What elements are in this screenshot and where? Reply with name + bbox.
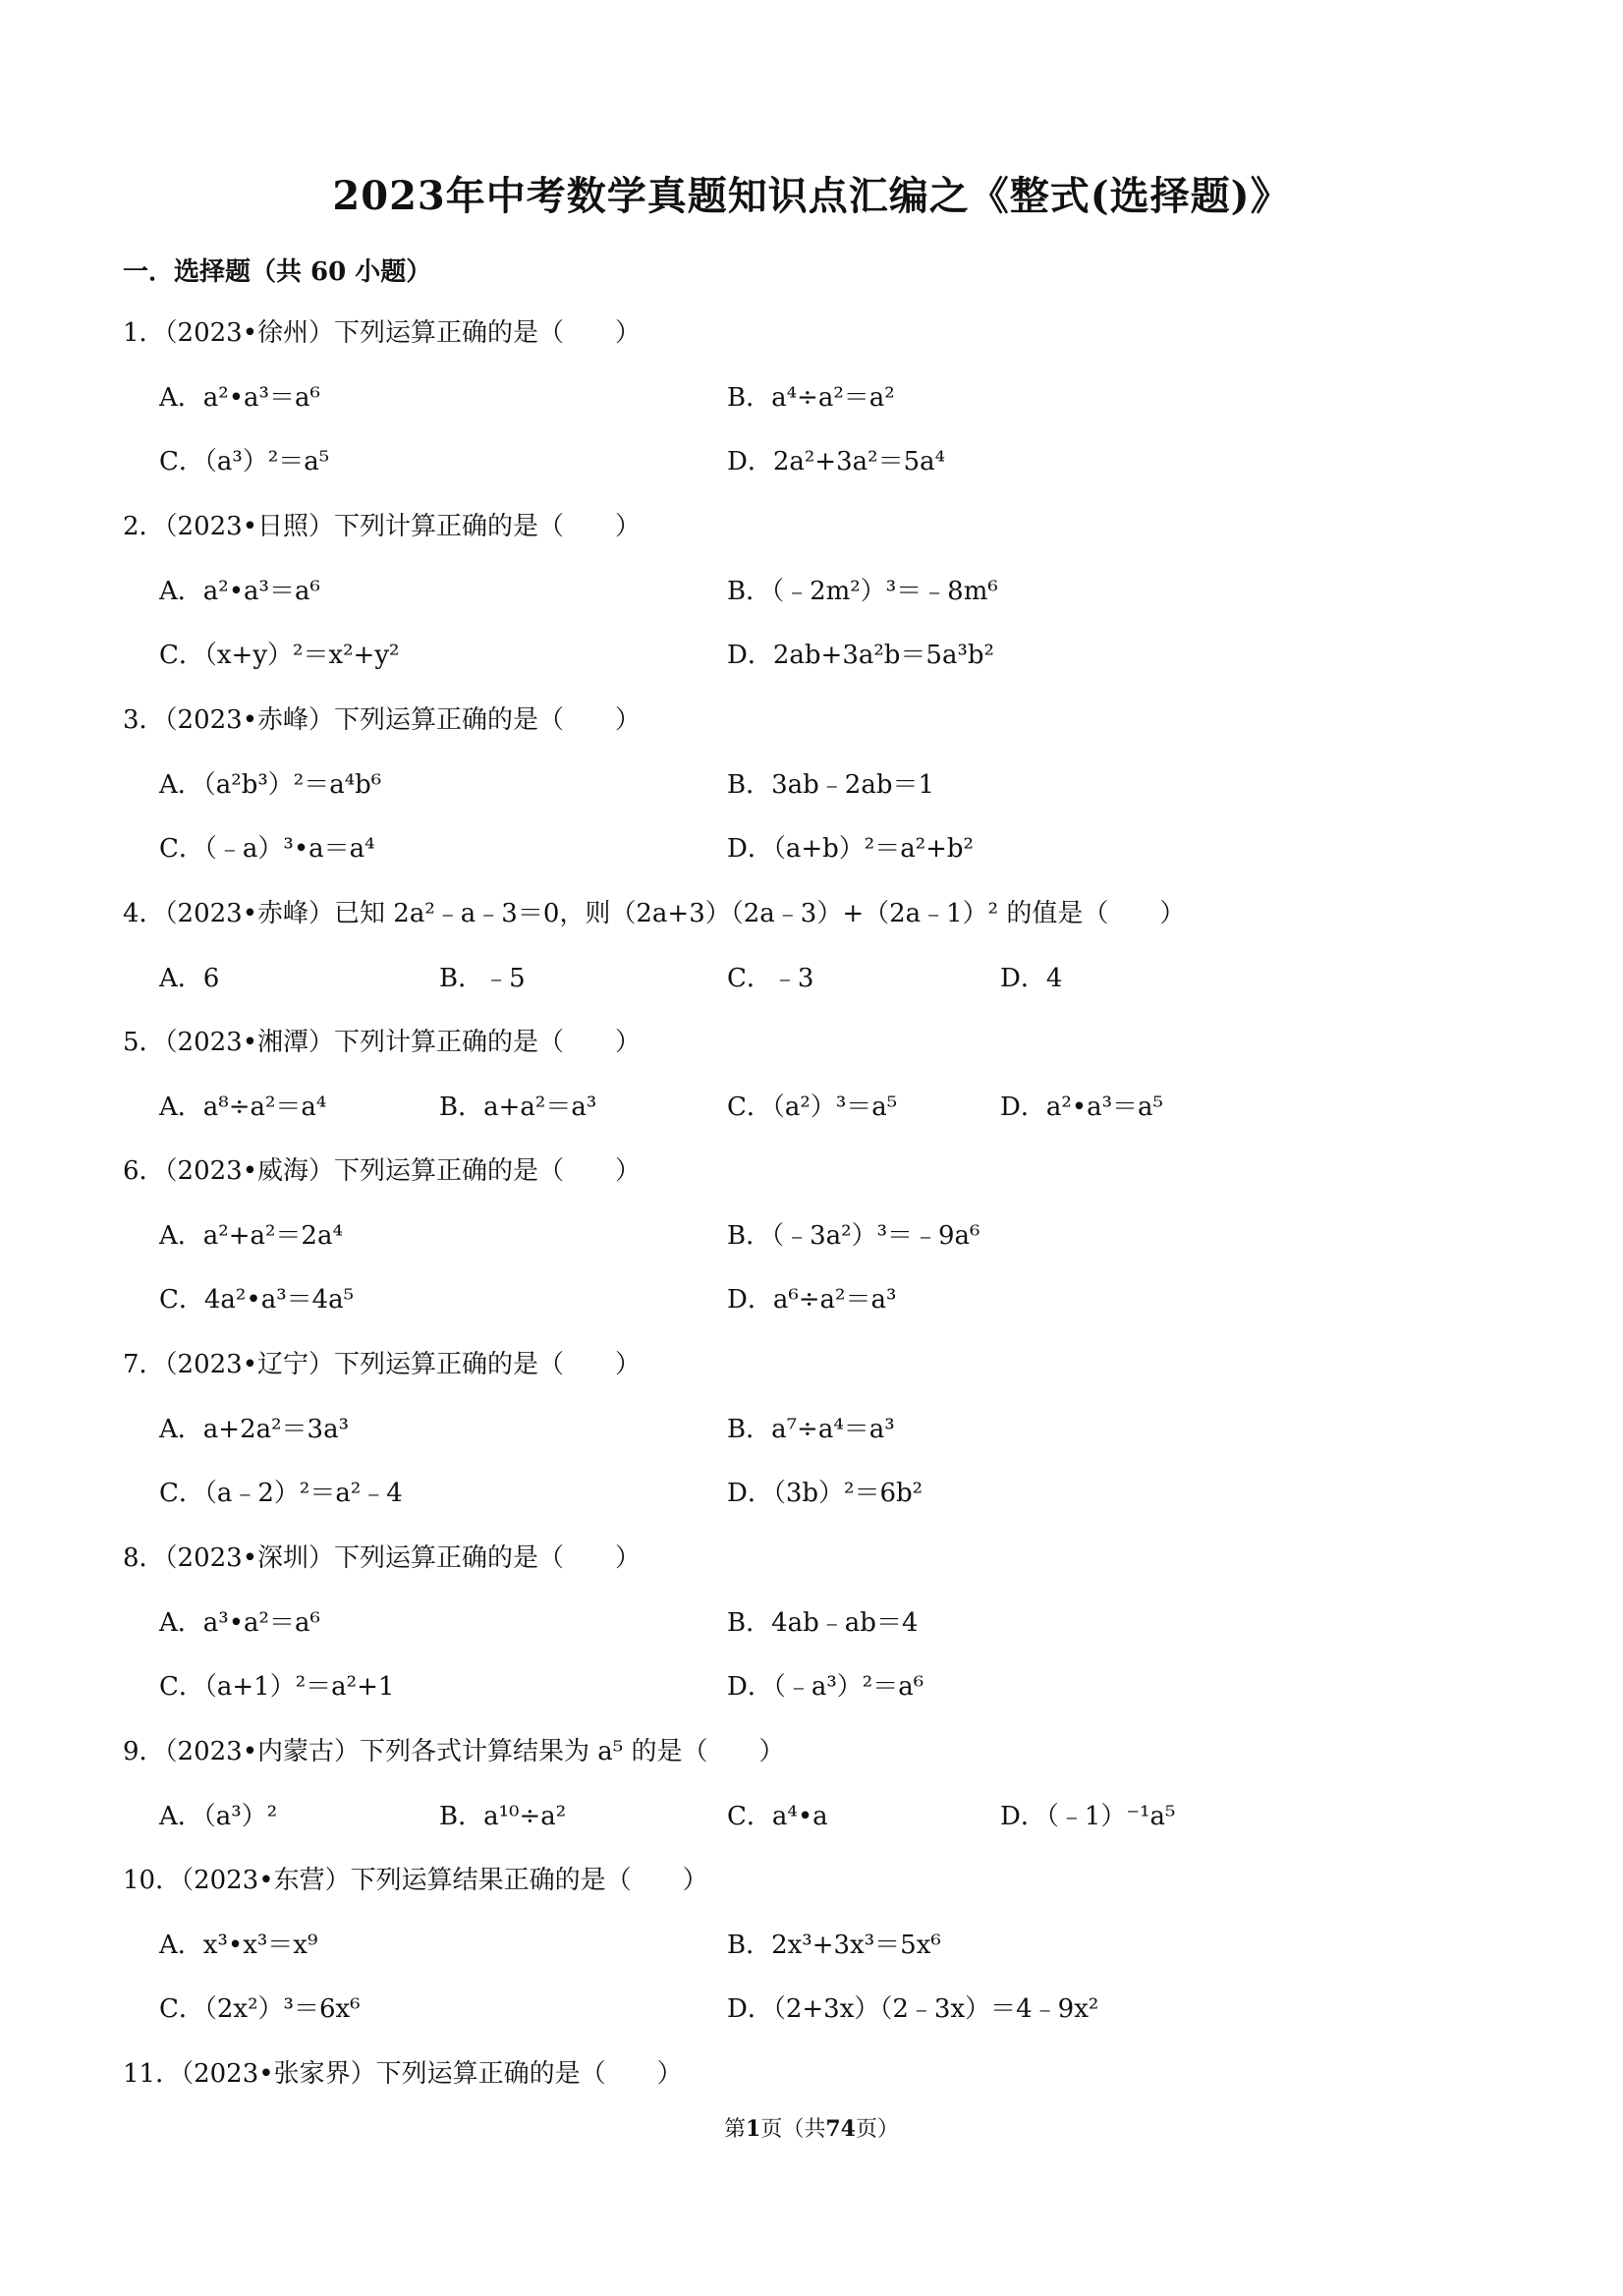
option-b: B．a⁷÷a⁴＝a³: [727, 1415, 895, 1444]
option-a: A．（a²b³）²＝a⁴b⁶: [159, 770, 382, 800]
option-d: D．（2+3x）（2﹣3x）＝4﹣9x²: [727, 1994, 1099, 2024]
footer-suffix: 页）: [855, 2117, 899, 2142]
option-a: A．x³•x³＝x⁹: [159, 1931, 318, 1960]
option-c: C．（﹣a）³•a＝a⁴: [159, 834, 375, 864]
option-d: D．（﹣1）⁻¹a⁵: [1000, 1802, 1176, 1831]
question-stem: 3．（2023•赤峰）下列运算正确的是（ ）: [123, 705, 642, 735]
option-c: C．（x+y）²＝x²+y²: [159, 641, 400, 670]
option-b: B．a⁴÷a²＝a²: [727, 383, 895, 413]
option-a: A．6: [159, 964, 220, 993]
option-a: A．（a³）²: [159, 1802, 278, 1831]
question-stem: 7．（2023•辽宁）下列运算正确的是（ ）: [123, 1350, 642, 1379]
option-a: A．a²•a³＝a⁶: [159, 577, 320, 606]
option-b: B．（﹣3a²）³＝﹣9a⁶: [727, 1221, 980, 1251]
option-c: C．﹣3: [727, 964, 814, 993]
option-d: D．4: [1000, 964, 1063, 993]
option-d: D．（﹣a³）²＝a⁶: [727, 1672, 924, 1702]
option-c: C．（2x²）³＝6x⁶: [159, 1994, 361, 2024]
option-c: C．（a﹣2）²＝a²﹣4: [159, 1479, 403, 1508]
option-d: D．2a²+3a²＝5a⁴: [727, 447, 946, 476]
page-title: 2023年中考数学真题知识点汇编之《整式(选择题)》: [332, 173, 1291, 219]
option-b: B．a¹⁰÷a²: [439, 1802, 567, 1831]
question-stem: 8．（2023•深圳）下列运算正确的是（ ）: [123, 1543, 642, 1573]
footer-middle: 页（共: [760, 2117, 826, 2142]
option-c: C．（a³）²＝a⁵: [159, 447, 330, 476]
option-c: C．a⁴•a: [727, 1802, 828, 1831]
page-footer: [0, 2112, 1623, 2143]
option-a: A．a³•a²＝a⁶: [159, 1608, 320, 1638]
option-c: C．（a+1）²＝a²+1: [159, 1672, 395, 1702]
option-b: B．3ab﹣2ab＝1: [727, 770, 935, 800]
question-stem: 6．（2023•威海）下列运算正确的是（ ）: [123, 1156, 642, 1186]
option-a: A．a²+a²＝2a⁴: [159, 1221, 343, 1251]
option-a: A．a+2a²＝3a³: [159, 1415, 349, 1444]
option-a: A．a⁸÷a²＝a⁴: [159, 1092, 327, 1122]
question-stem: 1．（2023•徐州）下列运算正确的是（ ）: [123, 318, 642, 348]
option-b: B．（﹣2m²）³＝﹣8m⁶: [727, 577, 998, 606]
section-heading: 一．选择题（共 60 小题）: [123, 257, 432, 287]
footer-total-pages: 74: [825, 2116, 856, 2142]
option-c: C．（a²）³＝a⁵: [727, 1092, 898, 1122]
option-c: C．4a²•a³＝4a⁵: [159, 1285, 355, 1315]
question-stem: 9．（2023•内蒙古）下列各式计算结果为 a⁵ 的是（ ）: [123, 1737, 785, 1766]
question-stem: 5．（2023•湘潭）下列计算正确的是（ ）: [123, 1028, 642, 1057]
footer-prefix: 第: [724, 2117, 747, 2142]
footer-page-number: 1: [746, 2116, 761, 2142]
option-d: D．（a+b）²＝a²+b²: [727, 834, 974, 864]
option-d: D．（3b）²＝6b²: [727, 1479, 923, 1508]
option-a: A．a²•a³＝a⁶: [159, 383, 320, 413]
question-stem: 4．（2023•赤峰）已知 2a²﹣a﹣3＝0，则（2a+3）（2a﹣3）+（2a﹣1）² 的值是（ ）: [123, 899, 1186, 928]
option-b: B．﹣5: [439, 964, 526, 993]
option-d: D．2ab+3a²b＝5a³b²: [727, 641, 994, 670]
question-stem: 11．（2023•张家界）下列运算正确的是（ ）: [123, 2059, 683, 2089]
option-b: B．2x³+3x³＝5x⁶: [727, 1931, 941, 1960]
option-b: B．a+a²＝a³: [439, 1092, 597, 1122]
question-stem: 10．（2023•东营）下列运算结果正确的是（ ）: [123, 1866, 708, 1895]
option-d: D．a⁶÷a²＝a³: [727, 1285, 897, 1315]
option-d: D．a²•a³＝a⁵: [1000, 1092, 1163, 1122]
option-b: B．4ab﹣ab＝4: [727, 1608, 919, 1638]
question-stem: 2．（2023•日照）下列计算正确的是（ ）: [123, 512, 642, 541]
